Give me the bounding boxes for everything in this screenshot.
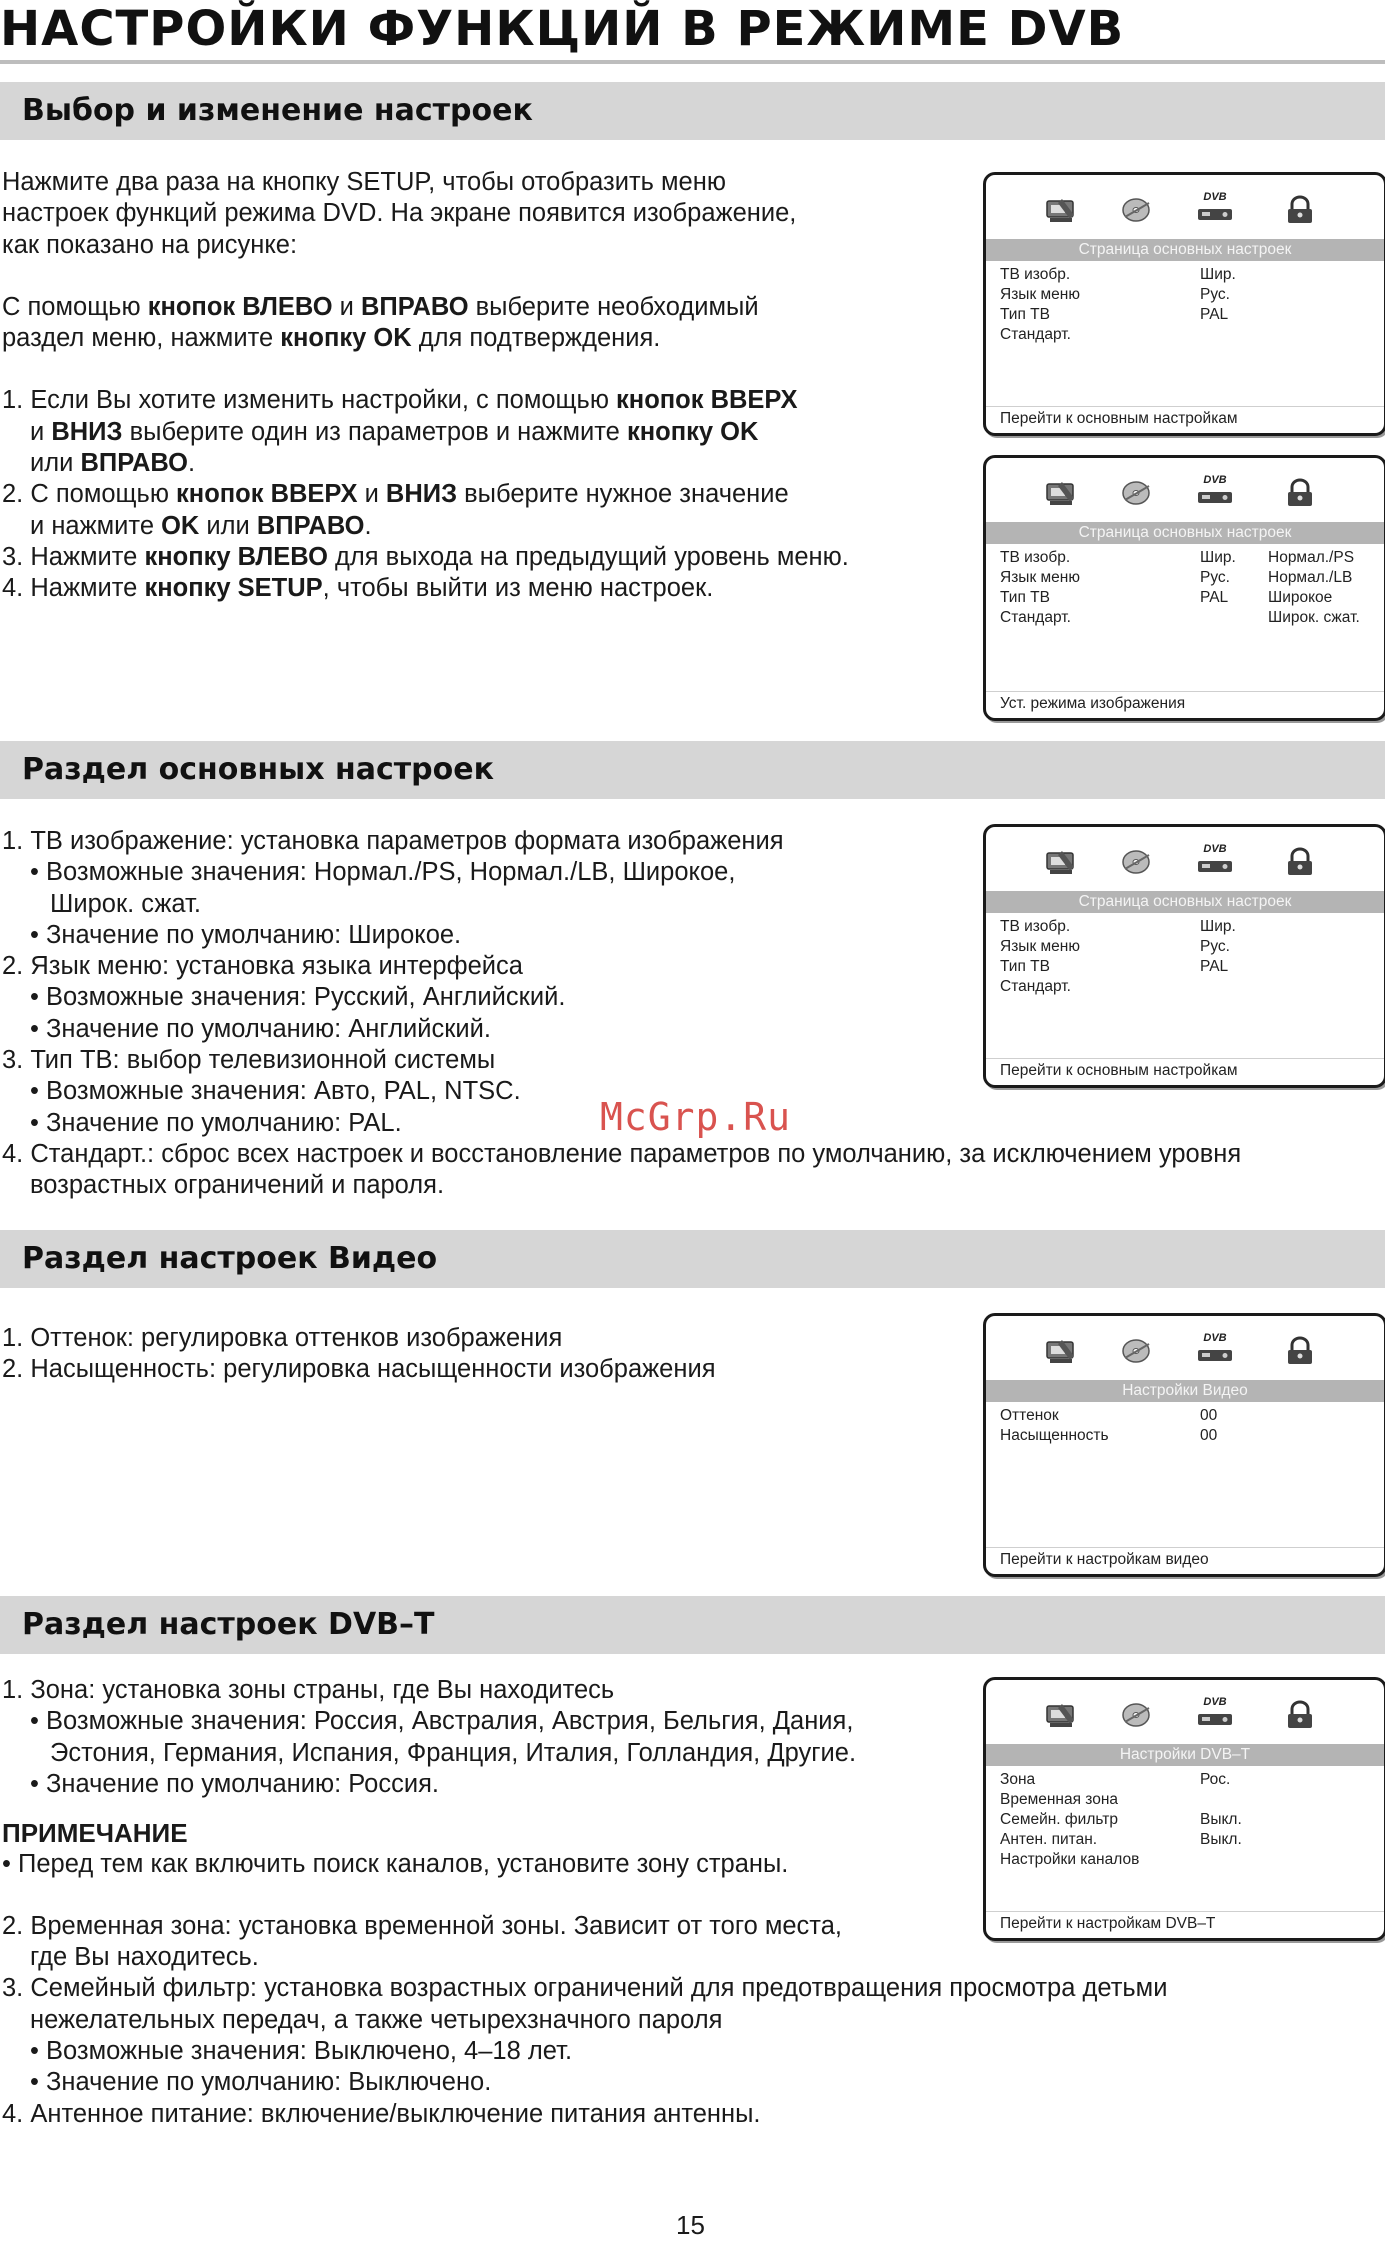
menu-screen-basic-1	[983, 172, 1385, 436]
dvb-icon	[1197, 1696, 1233, 1730]
menu-screen-rows	[1000, 265, 1380, 345]
menu-row-label: Язык меню	[1000, 938, 1080, 955]
menu-screen-footer: Перейти к настройкам DVB–T	[986, 1911, 1384, 1938]
menu-screen-header: Страница основных настроек	[986, 891, 1384, 913]
menu-screen-dvbt	[983, 1677, 1385, 1941]
menu-row-label: Насыщенность	[1000, 1427, 1109, 1444]
setup-tools-icon	[1044, 478, 1080, 508]
menu-row-value: PAL	[1200, 589, 1229, 606]
note-title: ПРИМЕЧАНИЕ	[2, 1818, 188, 1849]
menu-row-value: Рус.	[1200, 938, 1230, 955]
disc-icon	[1119, 478, 1155, 508]
menu-row-value: Рос.	[1200, 1771, 1231, 1788]
menu-row-value: Шир.	[1200, 549, 1236, 566]
menu-screen-header: Страница основных настроек	[986, 522, 1384, 544]
section-title: Раздел настроек Видео	[22, 1241, 438, 1276]
dvb-icon	[1197, 474, 1233, 508]
disc-icon	[1119, 1336, 1155, 1366]
lock-icon	[1282, 847, 1318, 877]
menu-row-label: Стандарт.	[1000, 978, 1071, 995]
dvb-icon-label: DVB	[1203, 843, 1227, 855]
intro-text: Нажмите два раза на кнопку SETUP, чтобы отобразить меню настроек функций режима DVD. На экране появится изображение, как показано на рисунке: С помощью кнопок ВЛЕВО и ВПРАВО выберите необходимый раздел меню, нажмите кнопку OK для подтверждения. 1. Если Вы хотите изменить настройки, с помощью кнопок ВВЕРХ и ВНИЗ выберите один из параметров и нажмите кнопку OK или ВПРАВО. 2. С помощью кнопок ВВЕРХ и ВНИЗ выберите нужное значение и нажмите OK или ВПРАВО. 3. Нажмите кнопку ВЛЕВО для выхода на предыдущий уровень меню. 4. Нажмите кнопку SETUP, чтобы выйти из меню настроек.	[2, 168, 849, 603]
menu-row-label: ТВ изобр.	[1000, 918, 1071, 935]
menu-row	[1000, 305, 1380, 325]
menu-row-label: Временная зона	[1000, 1791, 1119, 1808]
section-title: Выбор и изменение настроек	[22, 93, 533, 128]
note-text: • Перед тем как включить поиск каналов, установите зону страны.	[2, 1850, 789, 1879]
dvb-icon	[1197, 191, 1233, 225]
menu-row	[1000, 957, 1380, 977]
setup-tools-icon	[1044, 195, 1080, 225]
menu-screen-header: Страница основных настроек	[986, 239, 1384, 261]
dvb-icon-label: DVB	[1203, 474, 1227, 486]
menu-row-value: Нормал./PS	[1268, 549, 1355, 566]
menu-row-label: Зона	[1000, 1771, 1036, 1788]
section-title: Раздел настроек DVB–T	[22, 1607, 435, 1642]
menu-row-value: PAL	[1200, 306, 1229, 323]
menu-row-value: Рус.	[1200, 569, 1230, 586]
menu-screen-footer: Перейти к настройкам видео	[986, 1547, 1384, 1574]
menu-screen-basic-3	[983, 824, 1385, 1088]
menu-icon-bar	[986, 458, 1384, 522]
section-header-dvbt-settings	[0, 1596, 1385, 1654]
menu-row-label: Язык меню	[1000, 569, 1080, 586]
menu-row-label: Тип ТВ	[1000, 589, 1050, 606]
menu-row-label: Стандарт.	[1000, 326, 1071, 343]
menu-screen-rows	[1000, 1406, 1380, 1446]
menu-icon-bar	[986, 1680, 1384, 1744]
menu-row-value: Шир.	[1200, 918, 1236, 935]
watermark: McGrp.Ru	[600, 1095, 792, 1139]
menu-row	[1000, 1810, 1380, 1830]
menu-screen-rows	[1000, 1770, 1380, 1870]
menu-row-label: ТВ изобр.	[1000, 266, 1071, 283]
menu-row-label: Тип ТВ	[1000, 958, 1050, 975]
menu-row	[1000, 568, 1380, 588]
menu-row-label: Тип ТВ	[1000, 306, 1050, 323]
setup-tools-icon	[1044, 1336, 1080, 1366]
menu-icon-bar	[986, 1316, 1384, 1380]
title-rule	[0, 60, 1385, 64]
page-title: НАСТРОЙКИ ФУНКЦИЙ В РЕЖИМЕ DVB	[0, 1, 1125, 57]
menu-row-value: Выкл.	[1200, 1811, 1242, 1828]
video-settings-text: 1. Оттенок: регулировка оттенков изображения 2. Насыщенность: регулировка насыщенности изображения	[2, 1324, 716, 1384]
lock-icon	[1282, 195, 1318, 225]
menu-row-label: Язык меню	[1000, 286, 1080, 303]
lock-icon	[1282, 1700, 1318, 1730]
menu-screen-basic-2	[983, 455, 1385, 721]
section-header-video-settings	[0, 1230, 1385, 1288]
menu-row	[1000, 917, 1380, 937]
menu-row	[1000, 937, 1380, 957]
lock-icon	[1282, 478, 1318, 508]
disc-icon	[1119, 1700, 1155, 1730]
menu-row	[1000, 548, 1380, 568]
menu-row-value: Выкл.	[1200, 1831, 1242, 1848]
menu-row-value: Рус.	[1200, 286, 1230, 303]
menu-screen-footer: Перейти к основным настройкам	[986, 406, 1384, 433]
menu-screen-rows	[1000, 917, 1380, 997]
menu-screen-footer: Уст. режима изображения	[986, 691, 1384, 718]
dvb-icon-label: DVB	[1203, 1696, 1227, 1708]
menu-row-value: PAL	[1200, 958, 1229, 975]
menu-row-label: Настройки каналов	[1000, 1851, 1140, 1868]
menu-row	[1000, 1850, 1380, 1870]
menu-screen-footer: Перейти к основным настройкам	[986, 1058, 1384, 1085]
dvb-icon-label: DVB	[1203, 1332, 1227, 1344]
menu-row	[1000, 1770, 1380, 1790]
menu-screen-header: Настройки Видео	[986, 1380, 1384, 1402]
dvb-icon	[1197, 1332, 1233, 1366]
menu-row-label: ТВ изобр.	[1000, 549, 1071, 566]
menu-screen-video	[983, 1313, 1385, 1577]
lock-icon	[1282, 1336, 1318, 1366]
menu-row-value: Широкое	[1268, 589, 1333, 606]
menu-screen-rows	[1000, 548, 1380, 628]
menu-icon-bar	[986, 827, 1384, 891]
menu-row	[1000, 977, 1380, 997]
menu-row	[1000, 1406, 1380, 1426]
menu-row-value: Шир.	[1200, 266, 1236, 283]
menu-row	[1000, 608, 1380, 628]
page-number: 15	[676, 2210, 705, 2240]
menu-row	[1000, 325, 1380, 345]
menu-row-value: 00	[1200, 1427, 1218, 1444]
menu-row-value: 00	[1200, 1407, 1218, 1424]
disc-icon	[1119, 195, 1155, 225]
setup-tools-icon	[1044, 1700, 1080, 1730]
menu-row-label: Антен. питан.	[1000, 1831, 1098, 1848]
dvb-icon	[1197, 843, 1233, 877]
dvbt-settings-text: 1. Зона: установка зоны страны, где Вы находитесь • Возможные значения: Россия, Австралия, Австрия, Бельгия, Дания, Эстония, Германия, Испания, Франция, Италия, Голландия, Другие. • Значение по умолчанию: Россия. ПРИМЕЧАНИЕ • Перед тем как включить поиск каналов, установите зону страны. 2. Временная зона: установка временной зоны. Зависит от того места, где Вы находитесь. 3. Семейный фильтр: установка возрастных ограничений для предотвращения просмотра детьми нежелательных передач, а также четырехзначного пароля • Возможные значения: Выключено, 4–18 лет. • Значение по умолчанию: Выключено. 4. Антенное питание: включение/выключение питания антенны.	[2, 1676, 1168, 2128]
menu-row-value: Нормал./LB	[1268, 569, 1353, 586]
menu-row-label: Семейн. фильтр	[1000, 1811, 1118, 1828]
menu-row	[1000, 285, 1380, 305]
setup-tools-icon	[1044, 847, 1080, 877]
section-header-basic-settings	[0, 741, 1385, 799]
menu-row	[1000, 1830, 1380, 1850]
menu-row-label: Стандарт.	[1000, 609, 1071, 626]
menu-row	[1000, 265, 1380, 285]
section-title: Раздел основных настроек	[22, 752, 494, 787]
menu-row-value: Широк. сжат.	[1268, 609, 1360, 626]
menu-row-label: Оттенок	[1000, 1407, 1059, 1424]
disc-icon	[1119, 847, 1155, 877]
basic-settings-text: 1. ТВ изображение: установка параметров формата изображения • Возможные значения: Нормал./PS, Нормал./LB, Широкое, Широк. сжат. • Значение по умолчанию: Широкое. 2. Язык меню: установка языка интерфейса • Возможные значения: Русский, Английский. • Значение по умолчанию: Английский. 3. Тип ТВ: выбор телевизионной системы • Возможные значения: Авто, PAL, NTSC. • Значение по умолчанию: PAL. 4. Стандарт.: сброс всех настроек и восстановление параметров по умолчанию, за исключением уровня возрастных ограничений и пароля.	[2, 827, 1242, 1200]
menu-row	[1000, 1426, 1380, 1446]
menu-icon-bar	[986, 175, 1384, 239]
menu-row	[1000, 588, 1380, 608]
menu-screen-header: Настройки DVB–T	[986, 1744, 1384, 1766]
dvb-icon-label: DVB	[1203, 191, 1227, 203]
menu-row	[1000, 1790, 1380, 1810]
section-header-select-settings	[0, 82, 1385, 140]
